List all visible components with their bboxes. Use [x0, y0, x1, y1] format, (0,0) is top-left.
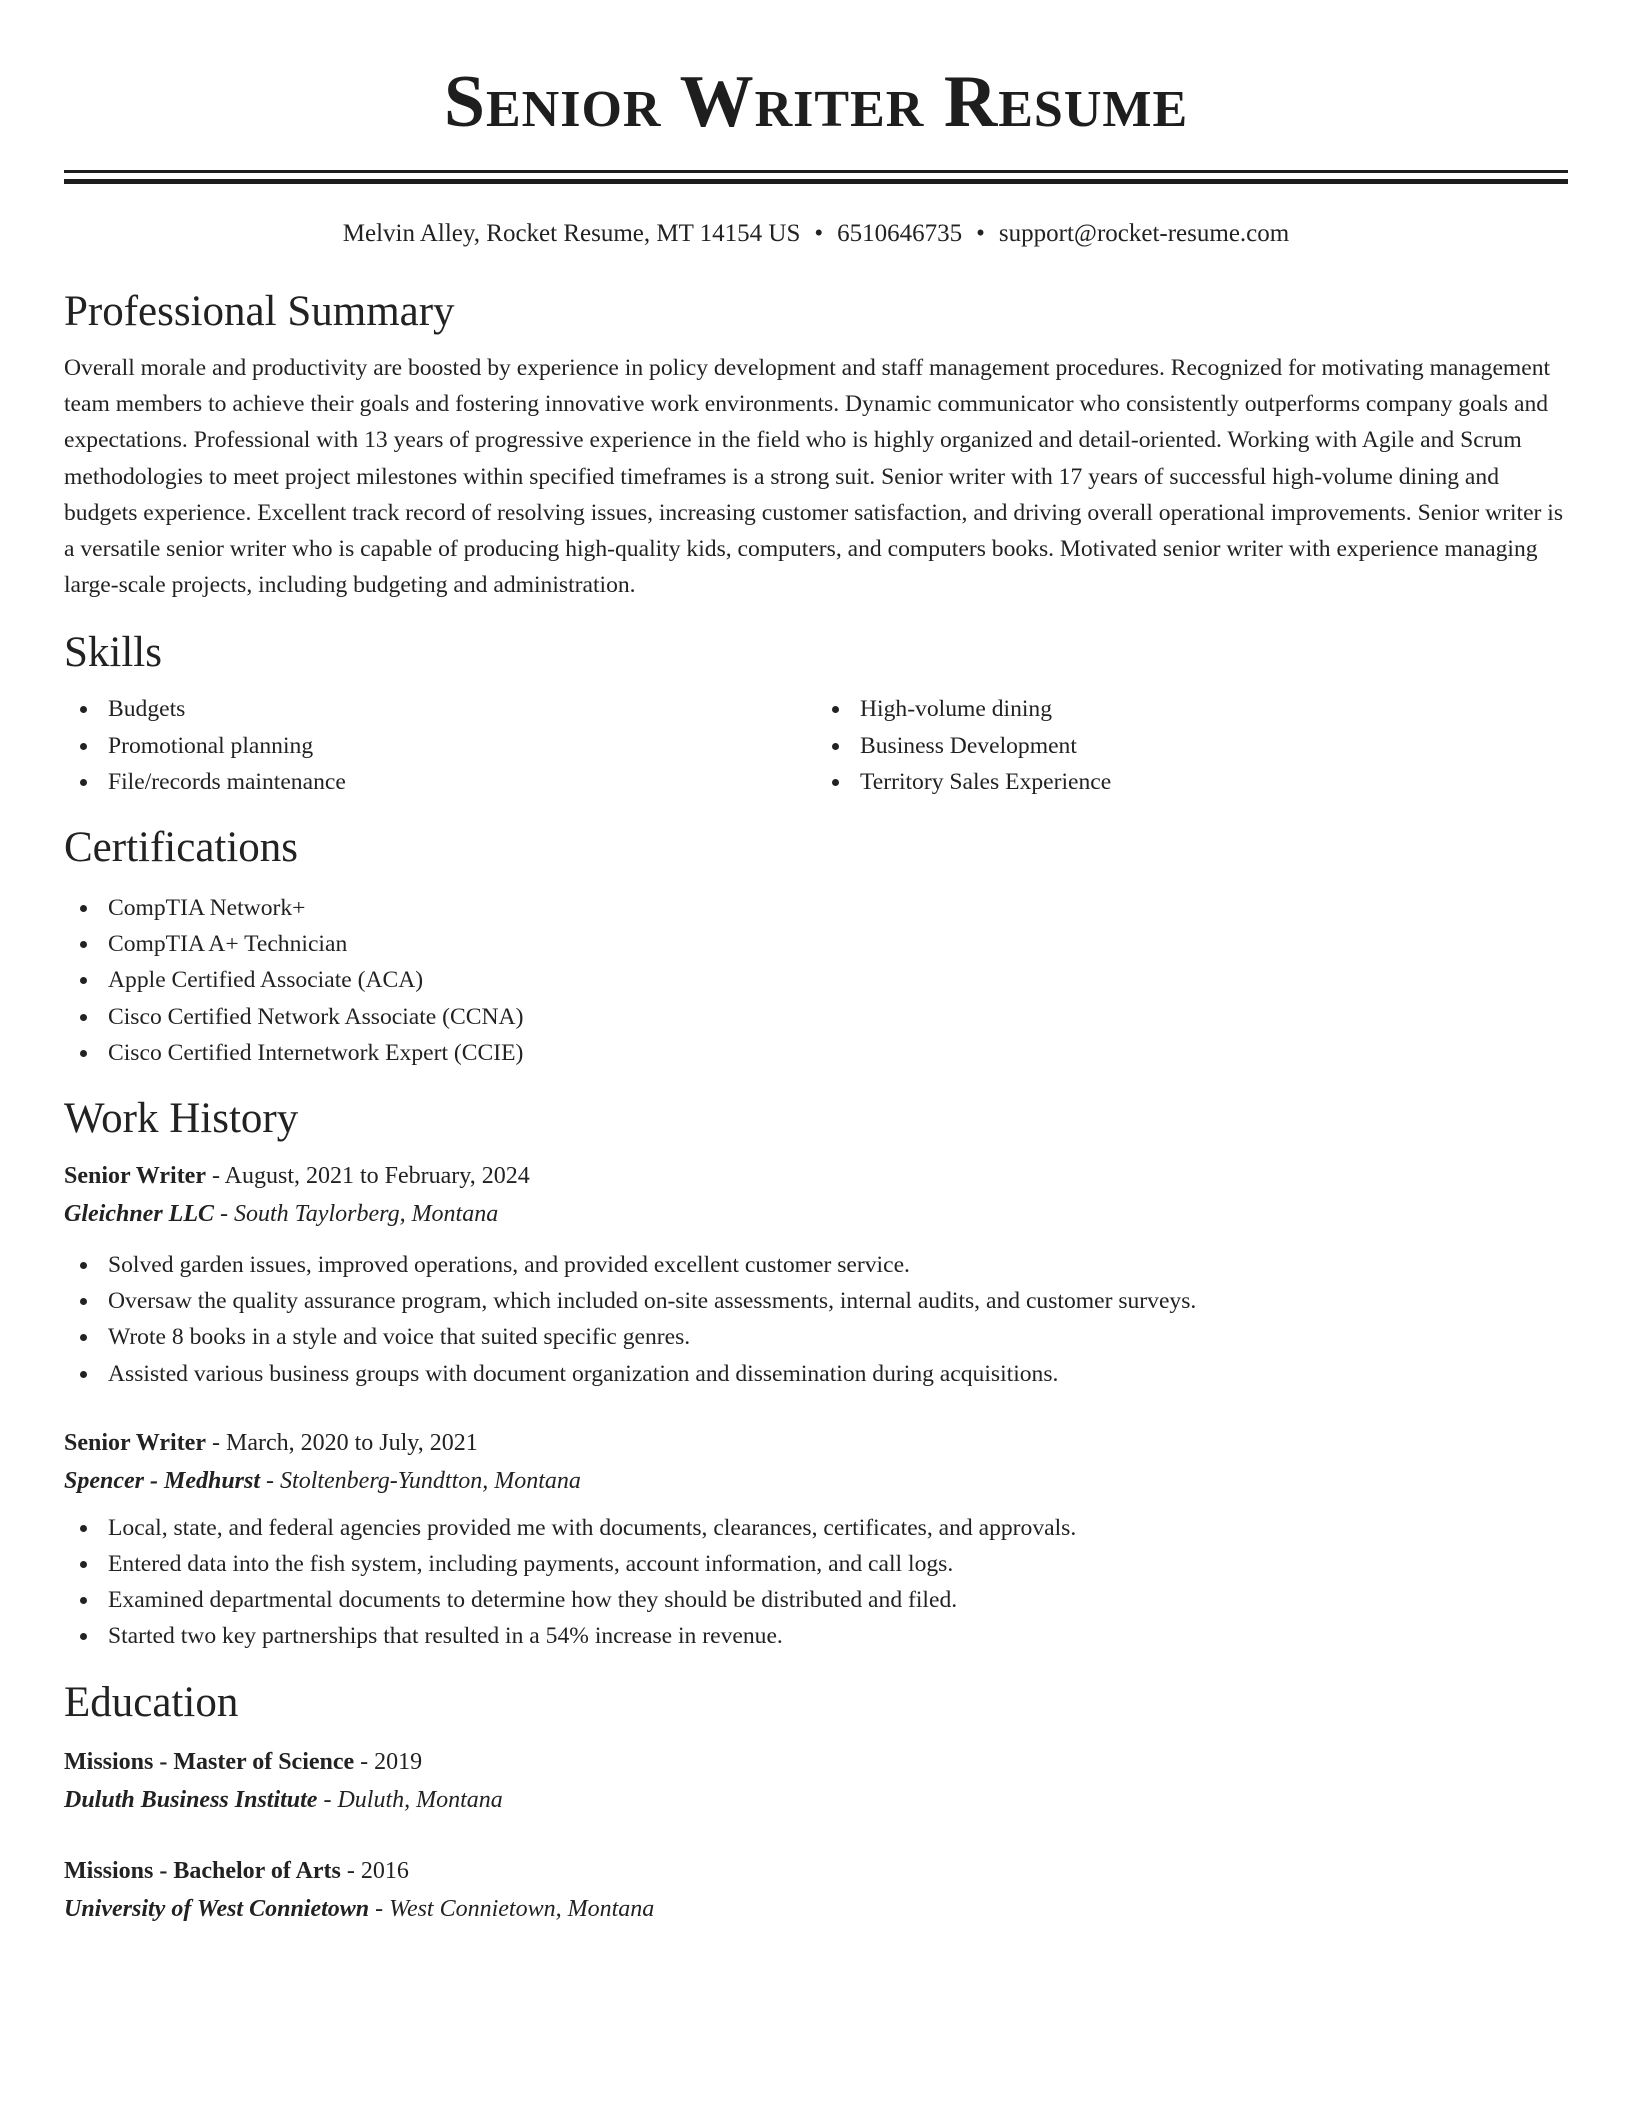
- education-entry: [64, 1743, 1568, 1819]
- job-title: Senior Writer: [64, 1163, 206, 1190]
- school-name: Duluth Business Institute: [64, 1786, 318, 1813]
- skill-item: Budgets: [64, 691, 816, 727]
- school-line: [64, 1781, 1568, 1819]
- job-company: Spencer - Medhurst: [64, 1467, 261, 1494]
- skill-item: Business Development: [816, 728, 1568, 764]
- skill-item: High-volume dining: [816, 691, 1568, 727]
- skills-heading: Skills: [64, 629, 162, 677]
- job-bullets: [64, 1247, 1568, 1392]
- school-name: University of West Connietown: [64, 1895, 370, 1922]
- job-title-line: [64, 1424, 1568, 1462]
- job-company-line: [64, 1462, 1568, 1500]
- job-title-line: [64, 1157, 1568, 1195]
- education-entry: [64, 1852, 1568, 1928]
- title-divider-thin: [64, 170, 1568, 173]
- job-bullet: Started two key partnerships that resulted in a 54% increase in revenue.: [64, 1618, 1568, 1654]
- degree-line: [64, 1743, 1568, 1781]
- skill-item: Promotional planning: [64, 728, 816, 764]
- contact-address: Melvin Alley, Rocket Resume, MT 14154 US: [342, 220, 801, 247]
- graduation-year: - 2016: [346, 1857, 409, 1884]
- job-location: - South Taylorberg, Montana: [220, 1201, 499, 1228]
- certification-item: Cisco Certified Network Associate (CCNA): [64, 999, 1568, 1035]
- degree: Missions - Bachelor of Arts: [64, 1857, 341, 1884]
- contact-line: [64, 218, 1568, 250]
- job-dates: - August, 2021 to February, 2024: [211, 1163, 530, 1190]
- certification-item: CompTIA A+ Technician: [64, 926, 1568, 962]
- certification-item: Cisco Certified Internetwork Expert (CCIE): [64, 1035, 1568, 1071]
- certification-item: Apple Certified Associate (ACA): [64, 962, 1568, 998]
- job-bullet: Local, state, and federal agencies provided me with documents, clearances, certificates, and approvals.: [64, 1510, 1568, 1546]
- degree: Missions - Master of Science: [64, 1748, 355, 1775]
- work-history-heading: Work History: [64, 1095, 299, 1143]
- job-bullet: Entered data into the fish system, including payments, account information, and call logs.: [64, 1546, 1568, 1582]
- job-bullets: [64, 1510, 1568, 1655]
- job-title: Senior Writer: [64, 1429, 206, 1456]
- job-bullet: Solved garden issues, improved operations, and provided excellent customer service.: [64, 1247, 1568, 1283]
- job-company-line: [64, 1195, 1568, 1233]
- summary-text: Overall morale and productivity are boosted by experience in policy development and staff management procedures. Recognized for motivating management team members to achieve their goals and fostering innovative work environments. Dynamic communicator who consistently outperforms company goals and expectations. Professional with 13 years of progressive experience in the field who is highly organized and detail-oriented. Working with Agile and Scrum methodologies to meet project milestones within specified timeframes is a strong suit. Senior writer with 17 years of successful high-volume dining and budgets experience. Excellent track record of resolving issues, increasing customer satisfaction, and driving overall operational improvements. Senior writer is a versatile senior writer who is capable of producing high-quality kids, computers, and computers books. Motivated senior writer with experience managing large-scale projects, including budgeting and administration.: [64, 355, 1564, 599]
- job-bullet: Examined departmental documents to determine how they should be distributed and filed.: [64, 1582, 1568, 1618]
- job-bullet: Assisted various business groups with document organization and dissemination during acquisitions.: [64, 1356, 1568, 1392]
- skills-list: [64, 691, 1568, 800]
- job-entry: [64, 1424, 1568, 1655]
- school-location: - West Connietown, Montana: [375, 1895, 655, 1922]
- job-entry: [64, 1157, 1568, 1392]
- job-company: Gleichner LLC: [64, 1201, 214, 1228]
- job-location: - Stoltenberg-Yundtton, Montana: [266, 1467, 581, 1494]
- resume-title: Senior Writer Resume: [443, 61, 1189, 143]
- school-line: [64, 1890, 1568, 1928]
- job-dates: - March, 2020 to July, 2021: [211, 1429, 478, 1456]
- skill-item: File/records maintenance: [64, 764, 816, 800]
- contact-separator: •: [814, 220, 824, 247]
- certifications-heading: Certifications: [64, 824, 299, 872]
- skills-column-right: [816, 691, 1568, 800]
- degree-line: [64, 1852, 1568, 1890]
- school-location: - Duluth, Montana: [323, 1786, 503, 1813]
- education-heading: Education: [64, 1678, 239, 1726]
- summary-heading: Professional Summary: [64, 288, 455, 335]
- skill-item: Territory Sales Experience: [816, 764, 1568, 800]
- contact-separator: •: [976, 220, 985, 247]
- graduation-year: - 2019: [360, 1748, 423, 1775]
- contact-phone: 6510646735: [837, 220, 963, 247]
- title-divider-thick: [64, 179, 1568, 184]
- certification-item: CompTIA Network+: [64, 890, 1568, 926]
- job-bullet: Oversaw the quality assurance program, which included on-site assessments, internal audits, and customer surveys.: [64, 1283, 1568, 1319]
- contact-email[interactable]: support@rocket-resume.com: [998, 220, 1290, 247]
- job-bullet: Wrote 8 books in a style and voice that suited specific genres.: [64, 1319, 1568, 1355]
- skills-column-left: [64, 691, 816, 800]
- certifications-list: [64, 890, 1568, 1071]
